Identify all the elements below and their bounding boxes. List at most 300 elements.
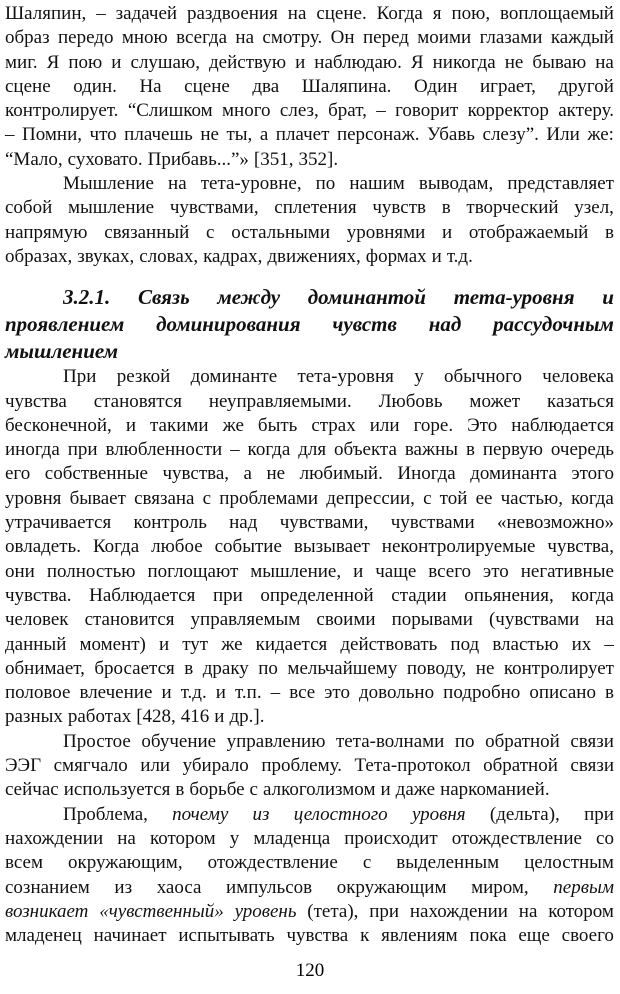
word: используется (63, 779, 171, 801)
section-heading (5, 284, 614, 365)
text-line (5, 284, 614, 311)
text-line (5, 148, 614, 172)
text-line (5, 633, 614, 657)
word: на (287, 3, 307, 24)
word: тета-уровня (297, 366, 394, 388)
word: 3.2.1. (63, 285, 111, 310)
word: младенец (5, 925, 82, 947)
word: на (235, 27, 255, 49)
word: для (298, 439, 327, 461)
word: напрямую (5, 221, 88, 243)
word: чувств (372, 197, 426, 219)
text-line (5, 778, 614, 802)
word: контролирует (503, 657, 614, 679)
word: своего (561, 925, 614, 947)
word: управлению (226, 730, 326, 752)
paragraph (5, 2, 614, 172)
word: брат, (328, 100, 367, 122)
text-line (5, 26, 614, 50)
word: доминантой (307, 285, 426, 310)
word: «чувственный» (99, 900, 224, 922)
text-line (5, 99, 614, 123)
word: когда (571, 487, 614, 509)
word: бросается (94, 657, 175, 679)
word: алкоголизмом (262, 779, 376, 801)
word: чувства, (547, 536, 614, 558)
word: обратной (485, 730, 560, 752)
word: его (5, 463, 31, 485)
word: утрачивается (5, 512, 112, 534)
word: – (230, 439, 240, 461)
text-line (5, 681, 614, 705)
word: иногда (5, 439, 60, 461)
word: и (602, 285, 614, 310)
word: 352]. (298, 148, 339, 170)
word: образ (5, 27, 50, 49)
word: сознанием (5, 876, 90, 898)
word: у (414, 366, 424, 388)
word: порывами (391, 609, 473, 631)
word: т.д. (180, 682, 207, 704)
word: чаще (375, 560, 417, 582)
word: на (518, 900, 538, 922)
word: с (206, 221, 215, 243)
word: Шаляпин, (5, 3, 87, 24)
word: тут (182, 633, 209, 655)
word: важны (404, 439, 459, 461)
word: и (353, 560, 364, 582)
word: всегда (176, 27, 228, 49)
text-line (5, 511, 614, 535)
word: Наблюдается (89, 584, 196, 606)
word: один. (73, 75, 117, 97)
word: властью (492, 633, 559, 655)
word: или (369, 414, 400, 436)
word: в (441, 197, 451, 219)
word: неконтролируемые (381, 536, 536, 558)
word: ты, (226, 124, 253, 146)
word: остальными (231, 221, 331, 243)
word: плачешь (124, 124, 193, 146)
word: слез, (279, 100, 319, 122)
word: собственные (44, 463, 148, 485)
word: не (504, 51, 524, 73)
word: представляет (507, 173, 614, 195)
word: при (67, 439, 98, 461)
word: тета-волнами (335, 730, 445, 752)
paragraph (5, 365, 614, 729)
word: – (376, 100, 386, 122)
word: наблюдаю. (314, 51, 402, 73)
word: связи (570, 755, 614, 777)
word: формах (365, 245, 427, 267)
word: же (222, 414, 244, 436)
word: доминанте (190, 366, 278, 388)
word: в (605, 682, 614, 704)
word: к (360, 925, 370, 947)
text-line (5, 803, 614, 827)
word: определенной (260, 584, 374, 606)
word: с (202, 487, 212, 509)
word: той (439, 487, 468, 509)
text-line (5, 876, 614, 900)
word: чувствами, (169, 197, 259, 219)
word: и (125, 414, 136, 436)
word: проблему. (261, 755, 342, 777)
word: (чувствами (488, 609, 580, 631)
word: смягчало (53, 755, 128, 777)
word: любимый. (299, 463, 383, 485)
word: это (324, 682, 350, 704)
word: два (252, 75, 280, 97)
word: [428, (136, 706, 176, 728)
word: в (465, 439, 475, 461)
word: не (200, 124, 219, 146)
word: связи (570, 730, 614, 752)
word: окружающим (336, 876, 447, 898)
word: и (431, 245, 442, 267)
word: в (184, 657, 194, 679)
word: даже (395, 779, 436, 801)
word: [351, (253, 148, 294, 170)
word: образах, (5, 245, 73, 267)
word: может (469, 390, 521, 412)
word: При (63, 366, 97, 388)
word: Иногда (397, 463, 456, 485)
word: т.д. (446, 245, 473, 267)
word: при (584, 803, 614, 825)
word: любое (151, 536, 203, 558)
word: и (161, 682, 172, 704)
word: объекта (334, 439, 397, 461)
word: бываю (532, 51, 587, 73)
word: стадии (391, 584, 447, 606)
text-line (5, 754, 614, 778)
word: начинает (93, 925, 167, 947)
word: выводам, (418, 173, 494, 195)
word: – (270, 682, 281, 704)
word: другой (558, 75, 614, 97)
word: Когда (376, 3, 423, 24)
word: нахождении (5, 827, 104, 849)
word: др.]. (229, 706, 265, 728)
word: поглощают (147, 560, 239, 582)
word: Мышление (63, 173, 154, 195)
word: обратной (483, 755, 558, 777)
word: – (604, 633, 614, 655)
word: смотру. (262, 27, 323, 49)
word: борьбе (189, 779, 245, 801)
word: чувства. (5, 584, 72, 606)
text-line (5, 172, 614, 196)
word: слушаю, (130, 51, 200, 73)
word: словах, (139, 245, 199, 267)
text-line (5, 365, 614, 389)
word: Шаляпина. (301, 75, 392, 97)
word: связана (134, 487, 195, 509)
word: отождествление (451, 827, 582, 849)
paragraph (5, 172, 614, 269)
word: персонаж. (336, 124, 420, 146)
word: Я (410, 51, 424, 73)
word: выделенным (396, 852, 500, 874)
word: тета-уровня (453, 285, 575, 310)
word: и (158, 633, 170, 655)
word: управляемым (190, 609, 301, 631)
word: своими (316, 609, 376, 631)
word: быть (257, 414, 298, 436)
text-line (5, 438, 614, 462)
word: драку (202, 657, 249, 679)
word: всем (5, 852, 43, 874)
word: На (139, 75, 162, 97)
word: у (229, 827, 240, 849)
word: над (229, 512, 258, 534)
word: чувств (332, 312, 397, 337)
word: творческий (466, 197, 559, 219)
word: котором (548, 900, 614, 922)
word: неуправляемыми. (208, 390, 352, 412)
word: чувства, (162, 463, 230, 485)
word: Убавь (426, 124, 475, 146)
word: наблюдается (511, 414, 614, 436)
word: и (295, 51, 306, 73)
word: мышление (68, 197, 155, 219)
word: собой (5, 197, 53, 219)
word: или (140, 755, 171, 777)
word: действовать (340, 633, 438, 655)
word: в (175, 779, 185, 801)
word: доминирования (156, 312, 301, 337)
word: с (423, 487, 432, 509)
word: же (221, 633, 243, 655)
text-line (5, 584, 614, 608)
word: описано (529, 682, 596, 704)
word: нахождении (409, 900, 508, 922)
word: бесконечной, (5, 414, 112, 436)
word: моими (417, 27, 472, 49)
word: Один (413, 75, 458, 97)
word: передо (58, 27, 114, 49)
word: движениях, (267, 245, 361, 267)
word: со (596, 827, 614, 849)
word: все (289, 682, 316, 704)
word: действую (209, 51, 287, 73)
page-number: 120 (295, 960, 325, 981)
text-line (5, 900, 614, 924)
word: они (5, 560, 35, 582)
word: горе. (413, 414, 454, 436)
word: возникает (5, 900, 89, 922)
word: человек (5, 609, 69, 631)
word: чувства (5, 390, 67, 412)
word: миром, (471, 876, 529, 898)
word: и (214, 706, 225, 728)
word: первым (553, 876, 614, 898)
word: испытывать (178, 925, 275, 947)
word: младенца (253, 827, 331, 849)
word: наркоманией. (440, 779, 550, 801)
word: Связь (137, 285, 190, 310)
text-line (5, 462, 614, 486)
word: контроль (133, 512, 207, 534)
word: еще (518, 925, 550, 947)
word: миг. (5, 51, 38, 73)
word: Любовь (378, 390, 443, 412)
word: подробно (443, 682, 521, 704)
word: Или (546, 124, 580, 146)
word: полностью (46, 560, 136, 582)
word: узел, (574, 197, 614, 219)
word: в (605, 221, 614, 243)
word: всего (428, 560, 472, 582)
word: по (454, 730, 475, 752)
word: негативные (520, 560, 614, 582)
text-line (5, 560, 614, 584)
text-line (5, 705, 614, 729)
word: каждый (550, 27, 614, 49)
word: депрессии, (326, 487, 415, 509)
word: связанный (104, 221, 190, 243)
word: сцене (5, 75, 51, 97)
word: плачет (275, 124, 330, 146)
word: ЭЭГ (5, 755, 42, 777)
text-line (5, 730, 614, 754)
word: а (259, 124, 269, 146)
text-line (5, 851, 614, 875)
word: резкой (116, 366, 171, 388)
word: их (571, 633, 592, 655)
word: мышление, (250, 560, 342, 582)
word: и (380, 779, 391, 801)
word: говорит (395, 100, 459, 122)
word: Проблема, (63, 803, 148, 825)
word: человека (542, 366, 614, 388)
word: из (252, 803, 270, 825)
word: это (483, 560, 509, 582)
word: при (369, 900, 400, 922)
word: Я (46, 51, 60, 73)
word: а (243, 463, 252, 485)
word: играет, (479, 75, 536, 97)
word: контролирует. (5, 100, 119, 122)
word: Когда (92, 536, 140, 558)
text-line (5, 657, 614, 681)
word: воплощаемый (500, 3, 614, 24)
word: обучение (141, 730, 217, 752)
word: Прибавь...”» (147, 148, 249, 170)
text-line (5, 924, 614, 948)
word: чувствами (390, 512, 475, 534)
word: на (595, 609, 614, 631)
word: мною (121, 27, 168, 49)
word: обнимает, (5, 657, 85, 679)
word: корректор (467, 100, 549, 122)
word: влюбленности (105, 439, 223, 461)
word: – (96, 3, 106, 24)
word: обычного (444, 366, 522, 388)
word: опьянения, (464, 584, 554, 606)
word: (дельта), (489, 803, 560, 825)
word: по (315, 173, 336, 195)
word: поводу, (406, 657, 467, 679)
word: и (442, 221, 453, 243)
word: тета-уровне, (200, 173, 302, 195)
text-line (5, 827, 614, 851)
word: “Мало, (5, 148, 63, 170)
word: целостного (293, 803, 388, 825)
word: (тета), (307, 900, 359, 922)
word: окружающим, (68, 852, 183, 874)
word: проявлением (5, 312, 125, 337)
word: что (89, 124, 117, 146)
word: пою, (451, 3, 491, 24)
word: кидается (255, 633, 328, 655)
word: с (249, 779, 258, 801)
word: когда (247, 439, 291, 461)
word: под (450, 633, 480, 655)
text-line (5, 221, 614, 245)
word: становятся (93, 390, 182, 412)
word: мельчайшему (287, 657, 398, 679)
word: разных (5, 706, 63, 728)
word: явлениям (381, 925, 458, 947)
word: работах (67, 706, 132, 728)
word: т.п. (235, 682, 262, 704)
word: хаоса (156, 876, 202, 898)
word: задачей (115, 3, 178, 24)
word: с (362, 852, 372, 874)
word: по (258, 657, 278, 679)
word: на (168, 173, 187, 195)
word: казаться (547, 390, 614, 412)
text-line (5, 123, 614, 147)
word: уровня (411, 803, 466, 825)
text-line (5, 311, 614, 338)
word: рассудочным (493, 312, 614, 337)
word: уровнями (346, 221, 426, 243)
word: актеру. (558, 100, 614, 122)
word: бывает (69, 487, 126, 509)
word: целостным (524, 852, 614, 874)
word: и (111, 51, 122, 73)
word: доминанта (470, 463, 557, 485)
text-line (5, 414, 614, 438)
word: проблемами (219, 487, 319, 509)
word: кадрах, (203, 245, 263, 267)
word: не (475, 657, 495, 679)
word: между (217, 285, 281, 310)
word: очередь (550, 439, 614, 461)
text-line (5, 487, 614, 511)
text-line (5, 75, 614, 99)
text-line (5, 608, 614, 632)
word: отождествление (207, 852, 338, 874)
text-line (5, 338, 614, 365)
word: ее (475, 487, 493, 509)
word: отображаемый (468, 221, 589, 243)
word: много (222, 100, 271, 122)
paragraph (5, 803, 614, 949)
word: чувствами, (279, 512, 369, 534)
word: “Слишком (127, 100, 213, 122)
word: Тета-протокол (354, 755, 471, 777)
word: раздвоения (187, 3, 278, 24)
word: мышлением (5, 339, 119, 364)
word: убирало (182, 755, 249, 777)
text-line (5, 2, 614, 26)
word: я (432, 3, 442, 24)
